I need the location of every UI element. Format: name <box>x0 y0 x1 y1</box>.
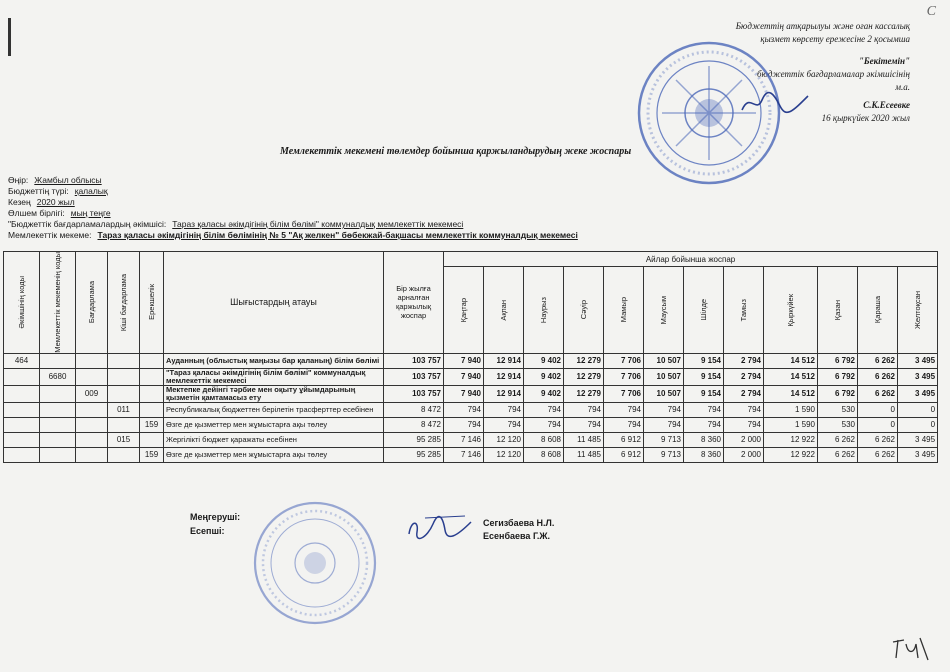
approval-line-4: бюджеттік бағдарламалар әкімшісінің <box>757 69 910 79</box>
table-row <box>4 353 938 368</box>
accountant-label: Есепші: <box>190 526 225 536</box>
cell-month-value: 6 262 <box>858 432 898 447</box>
cell-month-value: 6 262 <box>818 432 858 447</box>
cell-month-value: 794 <box>604 402 644 417</box>
table-row <box>4 417 938 432</box>
cell-subprogram-code <box>108 385 140 402</box>
cell-annual-plan: 95 285 <box>384 447 444 462</box>
cell-month-value: 794 <box>604 417 644 432</box>
col-header-month: Мамыр <box>604 267 644 354</box>
unit-label: Өлшем бірлігі: <box>8 208 65 218</box>
cell-month-value: 8 360 <box>684 447 724 462</box>
cell-month-value: 7 940 <box>444 385 484 402</box>
col-header-subprogram: Кіші бағдарлама <box>108 252 140 354</box>
cell-annual-plan: 95 285 <box>384 432 444 447</box>
col-header-name: Шығыстардың атауы <box>164 252 384 354</box>
cell-annual-plan: 103 757 <box>384 385 444 402</box>
handwritten-page-mark-icon <box>890 632 930 662</box>
cell-month-value: 530 <box>818 402 858 417</box>
cell-program-code <box>76 402 108 417</box>
cell-month-value: 7 146 <box>444 447 484 462</box>
cell-month-value: 3 495 <box>898 353 938 368</box>
region-label: Өңір: <box>8 175 29 185</box>
cell-month-value: 9 713 <box>644 432 684 447</box>
cell-month-value: 8 608 <box>524 432 564 447</box>
institution-label: Мемлекеттік мекеме: <box>8 230 92 240</box>
cell-annual-plan: 103 757 <box>384 368 444 385</box>
cell-month-value: 6 912 <box>604 447 644 462</box>
cell-month-value: 9 154 <box>684 385 724 402</box>
signature-labels <box>190 510 240 538</box>
cell-month-value: 2 000 <box>724 432 764 447</box>
cell-month-value: 794 <box>684 402 724 417</box>
col-header-month: Ақпан <box>484 267 524 354</box>
cell-month-value: 11 485 <box>564 432 604 447</box>
cell-month-value: 794 <box>524 417 564 432</box>
cell-month-value: 6 262 <box>858 385 898 402</box>
cell-expense-name: Ауданның (облыстық маңызы бар қаланың) білім бөлімі <box>164 353 384 368</box>
cell-month-value: 794 <box>684 417 724 432</box>
cell-month-value: 14 512 <box>764 368 818 385</box>
cell-subprogram-code <box>108 368 140 385</box>
unit-value: мың теңге <box>70 208 111 218</box>
cell-institution-code <box>40 353 76 368</box>
cell-program-code <box>76 417 108 432</box>
cell-admin-code <box>4 417 40 432</box>
cell-expense-name: Өзге де қызметтер мен жұмыстарға ақы төлеу <box>164 417 384 432</box>
accountant-stamp-icon <box>250 498 380 628</box>
table-row <box>4 402 938 417</box>
cell-admin-code <box>4 402 40 417</box>
cell-institution-code: 6680 <box>40 368 76 385</box>
head-name: Сегизбаева Н.Л. <box>483 518 555 528</box>
cell-month-value: 0 <box>858 417 898 432</box>
col-header-month: Маусым <box>644 267 684 354</box>
region-value: Жамбыл облысы <box>34 175 102 185</box>
col-header-month: Қараша <box>858 267 898 354</box>
cell-month-value: 2 000 <box>724 447 764 462</box>
cell-month-value: 12 279 <box>564 353 604 368</box>
cell-month-value: 9 402 <box>524 385 564 402</box>
cell-specifics-code <box>140 402 164 417</box>
cell-month-value: 9 154 <box>684 353 724 368</box>
col-header-month: Наурыз <box>524 267 564 354</box>
cell-expense-name: "Тараз қаласы әкімдігінің білім бөлімі" коммуналдық мемлекеттік мекемесі <box>164 368 384 385</box>
table-row <box>4 432 938 447</box>
head-label: Меңгеруші: <box>190 512 241 522</box>
cell-institution-code <box>40 402 76 417</box>
col-header-month: Қыркүйек <box>764 267 818 354</box>
col-header-month: Желтоқсан <box>898 267 938 354</box>
cell-month-value: 7 940 <box>444 353 484 368</box>
head-signature-icon <box>405 512 475 542</box>
approval-line-1: Бюджеттің атқарылуы және оған кассалық <box>735 21 910 31</box>
cell-month-value: 7 940 <box>444 368 484 385</box>
cell-month-value: 794 <box>724 417 764 432</box>
cell-month-value: 7 706 <box>604 385 644 402</box>
approval-line-5: м.а. <box>895 82 910 92</box>
cell-month-value: 7 146 <box>444 432 484 447</box>
institution-value: Тараз қаласы әкімдігінің білім бөлімінің № 5 "Ақ желкен" бөбекжай-бақшасы мемлекеттік коммуналдық мекемесі <box>97 230 578 240</box>
cell-admin-code <box>4 447 40 462</box>
cell-month-value: 1 590 <box>764 417 818 432</box>
cell-month-value: 12 914 <box>484 353 524 368</box>
cell-program-code <box>76 368 108 385</box>
cell-program-code <box>76 447 108 462</box>
cell-month-value: 9 402 <box>524 368 564 385</box>
approval-date: 16 қыркүйек 2020 жыл <box>821 113 910 123</box>
table-row <box>4 368 938 385</box>
budget-type-label: Бюджеттің түрі: <box>8 186 69 196</box>
accountant-name: Есенбаева Г.Ж. <box>483 531 551 541</box>
cell-month-value: 6 262 <box>858 368 898 385</box>
cell-month-value: 530 <box>818 417 858 432</box>
cell-subprogram-code <box>108 417 140 432</box>
col-header-admin-code: Әкімшінің коды <box>4 252 40 354</box>
cell-admin-code <box>4 368 40 385</box>
col-header-monthly-plan: Айлар бойынша жоспар <box>444 252 938 267</box>
approval-signer: С.К.Есеевке <box>863 100 910 110</box>
cell-month-value: 3 495 <box>898 432 938 447</box>
col-header-month: Қазан <box>818 267 858 354</box>
cell-institution-code <box>40 385 76 402</box>
cell-month-value: 9 713 <box>644 447 684 462</box>
cell-subprogram-code <box>108 353 140 368</box>
cell-subprogram-code: 015 <box>108 432 140 447</box>
cell-specifics-code: 159 <box>140 447 164 462</box>
cell-specifics-code <box>140 368 164 385</box>
cell-expense-name: Республикалық бюджеттен берілетін трасферттер есебінен <box>164 402 384 417</box>
col-header-program: Бағдарлама <box>76 252 108 354</box>
col-header-month: Қаңтар <box>444 267 484 354</box>
cell-month-value: 10 507 <box>644 368 684 385</box>
cell-month-value: 14 512 <box>764 353 818 368</box>
cell-month-value: 12 120 <box>484 447 524 462</box>
cell-month-value: 3 495 <box>898 447 938 462</box>
cell-program-code <box>76 353 108 368</box>
cell-month-value: 794 <box>484 417 524 432</box>
cell-expense-name: Жергілікті бюджет қаражаты есебінен <box>164 432 384 447</box>
cell-month-value: 9 154 <box>684 368 724 385</box>
cell-month-value: 6 792 <box>818 385 858 402</box>
admin-value: Тараз қаласы әкімдігінің білім бөлімі" коммуналдық мемлекеттік мекемесі <box>172 219 464 229</box>
cell-month-value: 6 912 <box>604 432 644 447</box>
cell-month-value: 9 402 <box>524 353 564 368</box>
col-header-specifics: Ерекшелік <box>140 252 164 354</box>
cell-institution-code <box>40 447 76 462</box>
cell-subprogram-code: 011 <box>108 402 140 417</box>
cell-month-value: 14 512 <box>764 385 818 402</box>
cell-admin-code <box>4 432 40 447</box>
col-header-annual-plan: Бір жылға арналған қаржылық жоспар <box>384 252 444 354</box>
cell-month-value: 7 706 <box>604 353 644 368</box>
corner-mark: С <box>926 4 936 19</box>
cell-month-value: 12 279 <box>564 385 604 402</box>
cell-subprogram-code <box>108 447 140 462</box>
cell-month-value: 2 794 <box>724 385 764 402</box>
cell-institution-code <box>40 417 76 432</box>
cell-month-value: 11 485 <box>564 447 604 462</box>
cell-specifics-code: 159 <box>140 417 164 432</box>
admin-label: "Бюджеттік бағдарламалардың әкімшісі: <box>8 219 167 229</box>
cell-month-value: 0 <box>858 402 898 417</box>
cell-month-value: 794 <box>644 417 684 432</box>
cell-specifics-code <box>140 353 164 368</box>
cell-annual-plan: 8 472 <box>384 402 444 417</box>
cell-month-value: 12 914 <box>484 385 524 402</box>
cell-month-value: 12 279 <box>564 368 604 385</box>
cell-month-value: 0 <box>898 402 938 417</box>
financing-plan-table <box>3 251 938 463</box>
cell-month-value: 794 <box>644 402 684 417</box>
cell-month-value: 1 590 <box>764 402 818 417</box>
cell-month-value: 6 262 <box>818 447 858 462</box>
cell-month-value: 794 <box>484 402 524 417</box>
cell-month-value: 12 120 <box>484 432 524 447</box>
period-label: Кезең <box>8 197 31 207</box>
cell-program-code <box>76 432 108 447</box>
signature-names <box>483 517 554 543</box>
cell-specifics-code <box>140 385 164 402</box>
cell-month-value: 2 794 <box>724 368 764 385</box>
budget-type-value: қалалық <box>74 186 108 196</box>
cell-expense-name: Мектепке дейінгі тәрбие мен оқыту ұйымдарының қызметін қамтамасыз ету <box>164 385 384 402</box>
cell-month-value: 8 608 <box>524 447 564 462</box>
cell-month-value: 10 507 <box>644 353 684 368</box>
cell-month-value: 2 794 <box>724 353 764 368</box>
cell-month-value: 6 792 <box>818 353 858 368</box>
cell-month-value: 10 507 <box>644 385 684 402</box>
col-header-month: Тамыз <box>724 267 764 354</box>
document-meta <box>8 175 578 241</box>
col-header-month: Шілде <box>684 267 724 354</box>
document-title: Мемлекеттік мекемені төлемдер бойынша қаржыландырудың жеке жоспары <box>280 146 632 157</box>
approval-signature-icon <box>740 90 810 116</box>
cell-annual-plan: 103 757 <box>384 353 444 368</box>
cell-month-value: 0 <box>898 417 938 432</box>
cell-month-value: 6 262 <box>858 353 898 368</box>
col-header-month: Сәуір <box>564 267 604 354</box>
cell-month-value: 12 922 <box>764 432 818 447</box>
scan-edge-mark <box>8 18 11 56</box>
col-header-institution-code: Мемлекеттік мекеменің коды <box>40 252 76 354</box>
cell-month-value: 794 <box>724 402 764 417</box>
cell-month-value: 6 262 <box>858 447 898 462</box>
table-row <box>4 385 938 402</box>
cell-month-value: 794 <box>524 402 564 417</box>
cell-month-value: 794 <box>564 417 604 432</box>
cell-admin-code: 464 <box>4 353 40 368</box>
cell-expense-name: Өзге де қызметтер мен жұмыстарға ақы төлеу <box>164 447 384 462</box>
cell-program-code: 009 <box>76 385 108 402</box>
cell-admin-code <box>4 385 40 402</box>
cell-month-value: 12 914 <box>484 368 524 385</box>
cell-annual-plan: 8 472 <box>384 417 444 432</box>
cell-month-value: 794 <box>444 417 484 432</box>
approval-line-2: қызмет көрсету ережесіне 2 қосымша <box>760 34 910 44</box>
cell-month-value: 6 792 <box>818 368 858 385</box>
cell-month-value: 794 <box>444 402 484 417</box>
cell-month-value: 7 706 <box>604 368 644 385</box>
approval-approved: "Бекітемін" <box>858 56 910 66</box>
cell-month-value: 12 922 <box>764 447 818 462</box>
cell-month-value: 8 360 <box>684 432 724 447</box>
cell-institution-code <box>40 432 76 447</box>
cell-month-value: 794 <box>564 402 604 417</box>
table-row <box>4 447 938 462</box>
cell-month-value: 3 495 <box>898 385 938 402</box>
cell-month-value: 3 495 <box>898 368 938 385</box>
period-value: 2020 жыл <box>36 197 75 207</box>
cell-specifics-code <box>140 432 164 447</box>
